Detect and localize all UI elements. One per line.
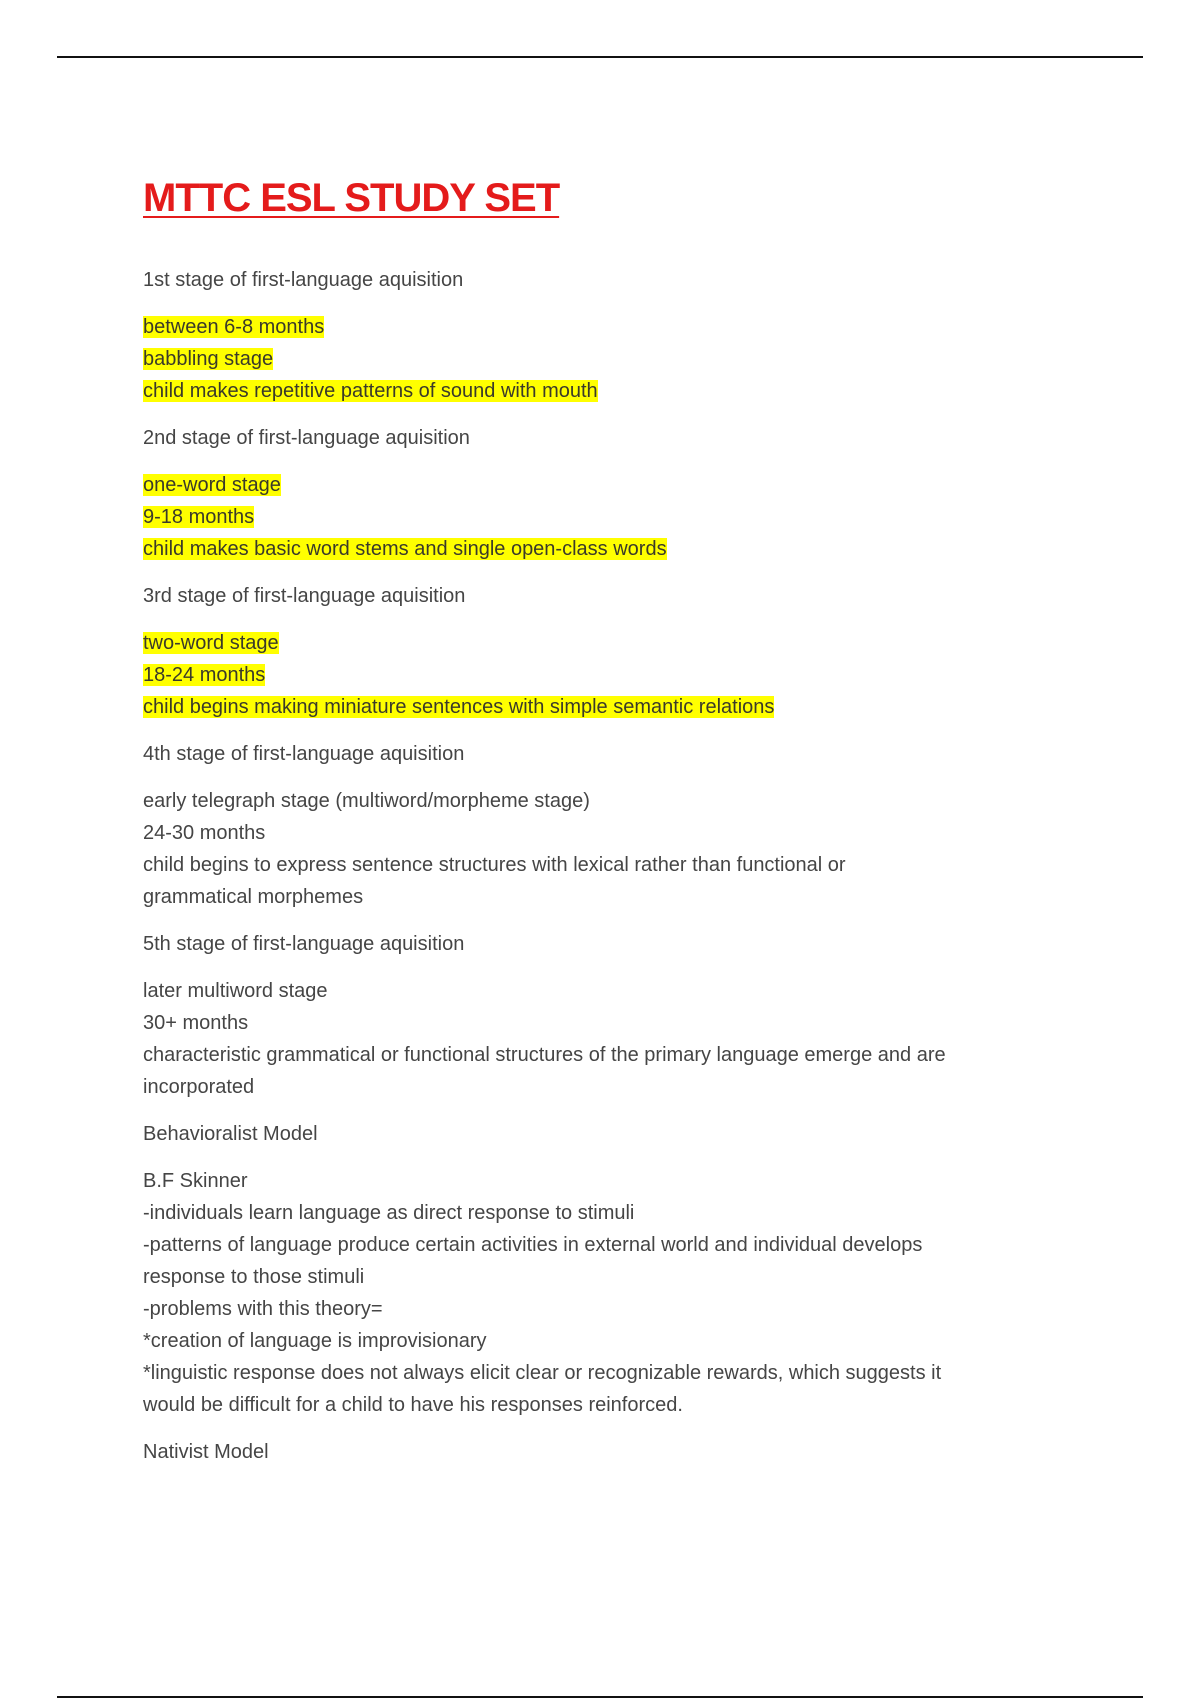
card-definition — [143, 975, 1063, 1103]
definition-line — [143, 343, 1063, 375]
definition-line — [143, 881, 1063, 913]
definition-line-text: would be difficult for a child to have his responses reinforced. — [143, 1394, 683, 1416]
card-term: Nativist Model — [143, 1441, 269, 1463]
definition-line-text: 30+ months — [143, 1012, 249, 1034]
definition-line-text: *linguistic response does not always elicit clear or recognizable rewards, which suggests it — [143, 1362, 942, 1384]
definition-line — [143, 375, 1063, 407]
definition-line — [143, 1325, 1063, 1357]
card-term: 1st stage of first-language aquisition — [143, 269, 464, 291]
definition-line — [143, 501, 1063, 533]
document-title: MTTC ESL STUDY SET — [143, 176, 560, 220]
card-definition-highlighted — [143, 627, 1063, 723]
definition-line — [143, 1357, 1063, 1389]
definition-line-text: two-word stage — [143, 632, 279, 654]
card-definition — [143, 785, 1063, 913]
definition-line-text: 18-24 months — [143, 664, 266, 686]
definition-line-text: early telegraph stage (multiword/morpheme stage) — [143, 790, 590, 812]
definition-line — [143, 1007, 1063, 1039]
definition-line-text: 9-18 months — [143, 506, 255, 528]
definition-line-text: one-word stage — [143, 474, 281, 496]
study-card-list — [143, 264, 1063, 1468]
definition-line — [143, 469, 1063, 501]
definition-line — [143, 849, 1063, 881]
definition-line-text: babbling stage — [143, 348, 274, 370]
definition-line — [143, 817, 1063, 849]
definition-line — [143, 691, 1063, 723]
card-term: 2nd stage of first-language aquisition — [143, 427, 470, 449]
top-rule — [57, 56, 1143, 58]
definition-line-text: B.F Skinner — [143, 1170, 248, 1192]
card-term: 3rd stage of first-language aquisition — [143, 585, 466, 607]
definition-line — [143, 311, 1063, 343]
definition-line-text: child makes repetitive patterns of sound with mouth — [143, 380, 598, 402]
definition-line — [143, 785, 1063, 817]
definition-line — [143, 1197, 1063, 1229]
card-term: Behavioralist Model — [143, 1123, 318, 1145]
card-definition-highlighted — [143, 469, 1063, 565]
definition-line — [143, 533, 1063, 565]
definition-line-text: child makes basic word stems and single open-class words — [143, 538, 667, 560]
card-definition — [143, 1165, 1063, 1421]
definition-line-text: -patterns of language produce certain activities in external world and individual develops — [143, 1234, 923, 1256]
definition-line — [143, 1039, 1063, 1071]
definition-line-text: 24-30 months — [143, 822, 266, 844]
definition-line-text: later multiword stage — [143, 980, 328, 1002]
definition-line — [143, 659, 1063, 691]
definition-line-text: child begins to express sentence structures with lexical rather than functional or — [143, 854, 846, 876]
definition-line-text: response to those stimuli — [143, 1266, 365, 1288]
definition-line — [143, 1165, 1063, 1197]
card-term: 4th stage of first-language aquisition — [143, 743, 465, 765]
card-definition-highlighted — [143, 311, 1063, 407]
definition-line-text: *creation of language is improvisionary — [143, 1330, 487, 1352]
definition-line — [143, 1261, 1063, 1293]
definition-line-text: characteristic grammatical or functional structures of the primary language emerge and are — [143, 1044, 946, 1066]
definition-line-text: incorporated — [143, 1076, 255, 1098]
definition-line-text: grammatical morphemes — [143, 886, 364, 908]
definition-line — [143, 975, 1063, 1007]
definition-line — [143, 1293, 1063, 1325]
card-term: 5th stage of first-language aquisition — [143, 933, 465, 955]
bottom-rule — [57, 1696, 1143, 1698]
definition-line-text: between 6-8 months — [143, 316, 325, 338]
definition-line — [143, 1389, 1063, 1421]
document-body — [143, 172, 1063, 1483]
definition-line-text: -problems with this theory= — [143, 1298, 383, 1320]
definition-line-text: -individuals learn language as direct response to stimuli — [143, 1202, 635, 1224]
definition-line — [143, 1229, 1063, 1261]
definition-line-text: child begins making miniature sentences with simple semantic relations — [143, 696, 775, 718]
definition-line — [143, 627, 1063, 659]
definition-line — [143, 1071, 1063, 1103]
